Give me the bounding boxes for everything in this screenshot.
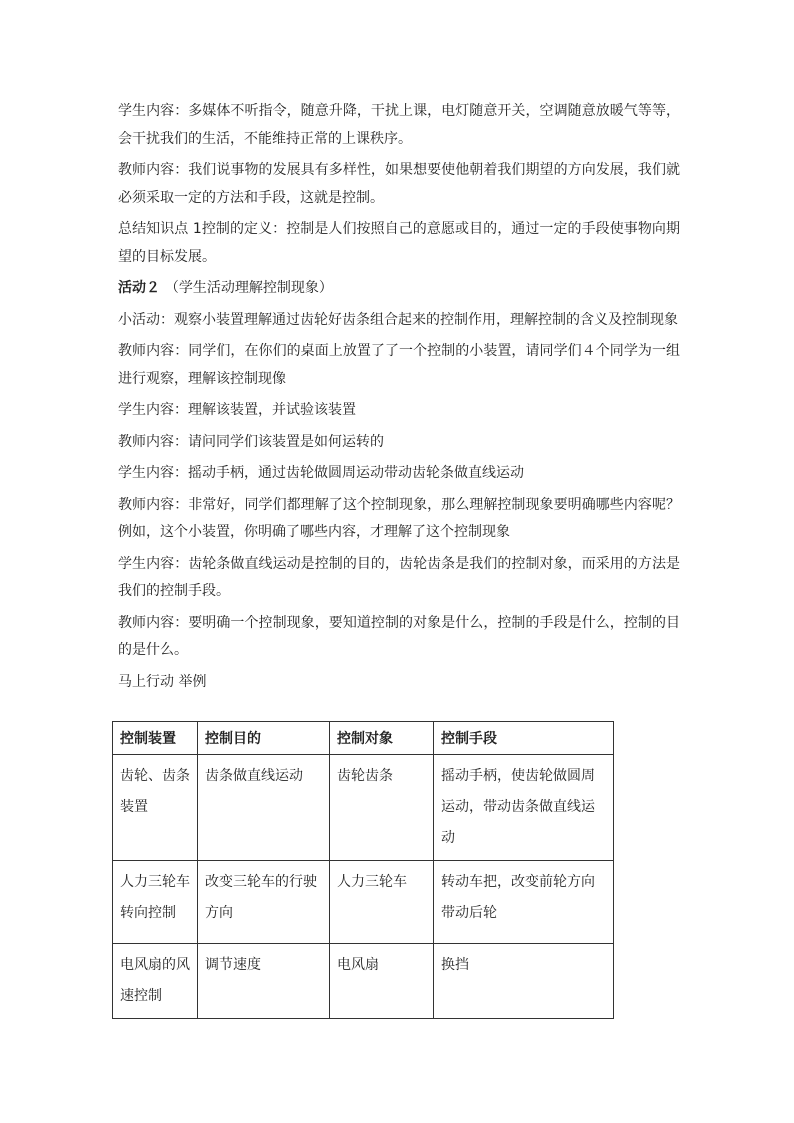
- paragraph: 小活动：观察小装置理解通过齿轮好齿条组合起来的控制作用，理解控制的含义及控制现象: [118, 311, 678, 328]
- table-row: [113, 944, 614, 1019]
- paragraph: 学生内容：齿轮条做直线运动是控制的目的，齿轮齿条是我们的控制对象，而采用的方法是我们的控制手段。: [118, 555, 680, 599]
- activity-heading: [118, 275, 680, 303]
- table-row: [113, 861, 614, 944]
- table-cell: 换挡: [434, 944, 614, 1019]
- paragraph: 教师内容：要明确一个控制现象，要知道控制的对象是什么，控制的手段是什么，控制的目的是什么。: [118, 614, 680, 658]
- table-cell: 转动车把，改变前轮方向带动后轮: [434, 861, 614, 944]
- activity-subtitle: （学生活动理解控制现象）: [164, 280, 333, 296]
- table-header-cell: 控制手段: [434, 722, 614, 755]
- table-cell: 电风扇的风速控制: [113, 944, 198, 1019]
- paragraph: 总结知识点 1控制的定义：控制是人们按照自己的意愿或目的，通过一定的手段使事物向期望的目标发展。: [118, 221, 680, 265]
- table-cell: 人力三轮车转向控制: [113, 861, 198, 944]
- table-cell: 电风扇: [330, 944, 434, 1019]
- table-header-cell: 控制目的: [198, 722, 330, 755]
- example-title: 马上行动 举例: [118, 673, 207, 690]
- table-header-cell: 控制装置: [113, 722, 198, 755]
- table-header-row: [113, 722, 614, 755]
- paragraph: 教师内容：我们说事物的发展具有多样性，如果想要使他朝着我们期望的方向发展，我们就必须采取一定的方法和手段，这就是控制。: [118, 162, 680, 206]
- table-row: [113, 755, 614, 861]
- paragraph: 教师内容：同学们，在你们的桌面上放置了了一个控制的小装置，请同学们４个同学为一组进行观察，理解该控制现像: [118, 343, 680, 387]
- paragraph: 教师内容：请问同学们该装置是如何运转的: [118, 433, 384, 450]
- paragraph: 学生内容：理解该装置，并试验该装置: [118, 402, 356, 418]
- table-cell: 改变三轮车的行驶方向: [198, 861, 330, 944]
- table-cell: 摇动手柄，使齿轮做圆周运动，带动齿条做直线运动: [434, 755, 614, 861]
- paragraph: 学生内容：摇动手柄，通过齿轮做圆周运动带动齿轮条做直线运动: [118, 465, 524, 481]
- table-header-cell: 控制对象: [330, 722, 434, 755]
- paragraph: 教师内容：非常好，同学们都理解了这个控制现象，那么理解控制现象要明确哪些内容呢？例如，这个小装置，你明确了哪些内容，才理解了这个控制现象: [118, 496, 680, 540]
- table-cell: 齿条做直线运动: [198, 755, 330, 861]
- table-cell: 调节速度: [198, 944, 330, 1019]
- table-cell: 人力三轮车: [330, 861, 434, 944]
- table-cell: 齿轮、齿条装置: [113, 755, 198, 861]
- paragraph: 学生内容：多媒体不听指令，随意升降，干扰上课，电灯随意开关，空调随意放暖气等等，会干扰我们的生活，不能维持正常的上课秩序。: [118, 103, 680, 147]
- document-body: [118, 98, 680, 698]
- activity-title: 活动２: [118, 280, 160, 296]
- control-examples-table: [112, 721, 614, 1019]
- table-cell: 齿轮齿条: [330, 755, 434, 861]
